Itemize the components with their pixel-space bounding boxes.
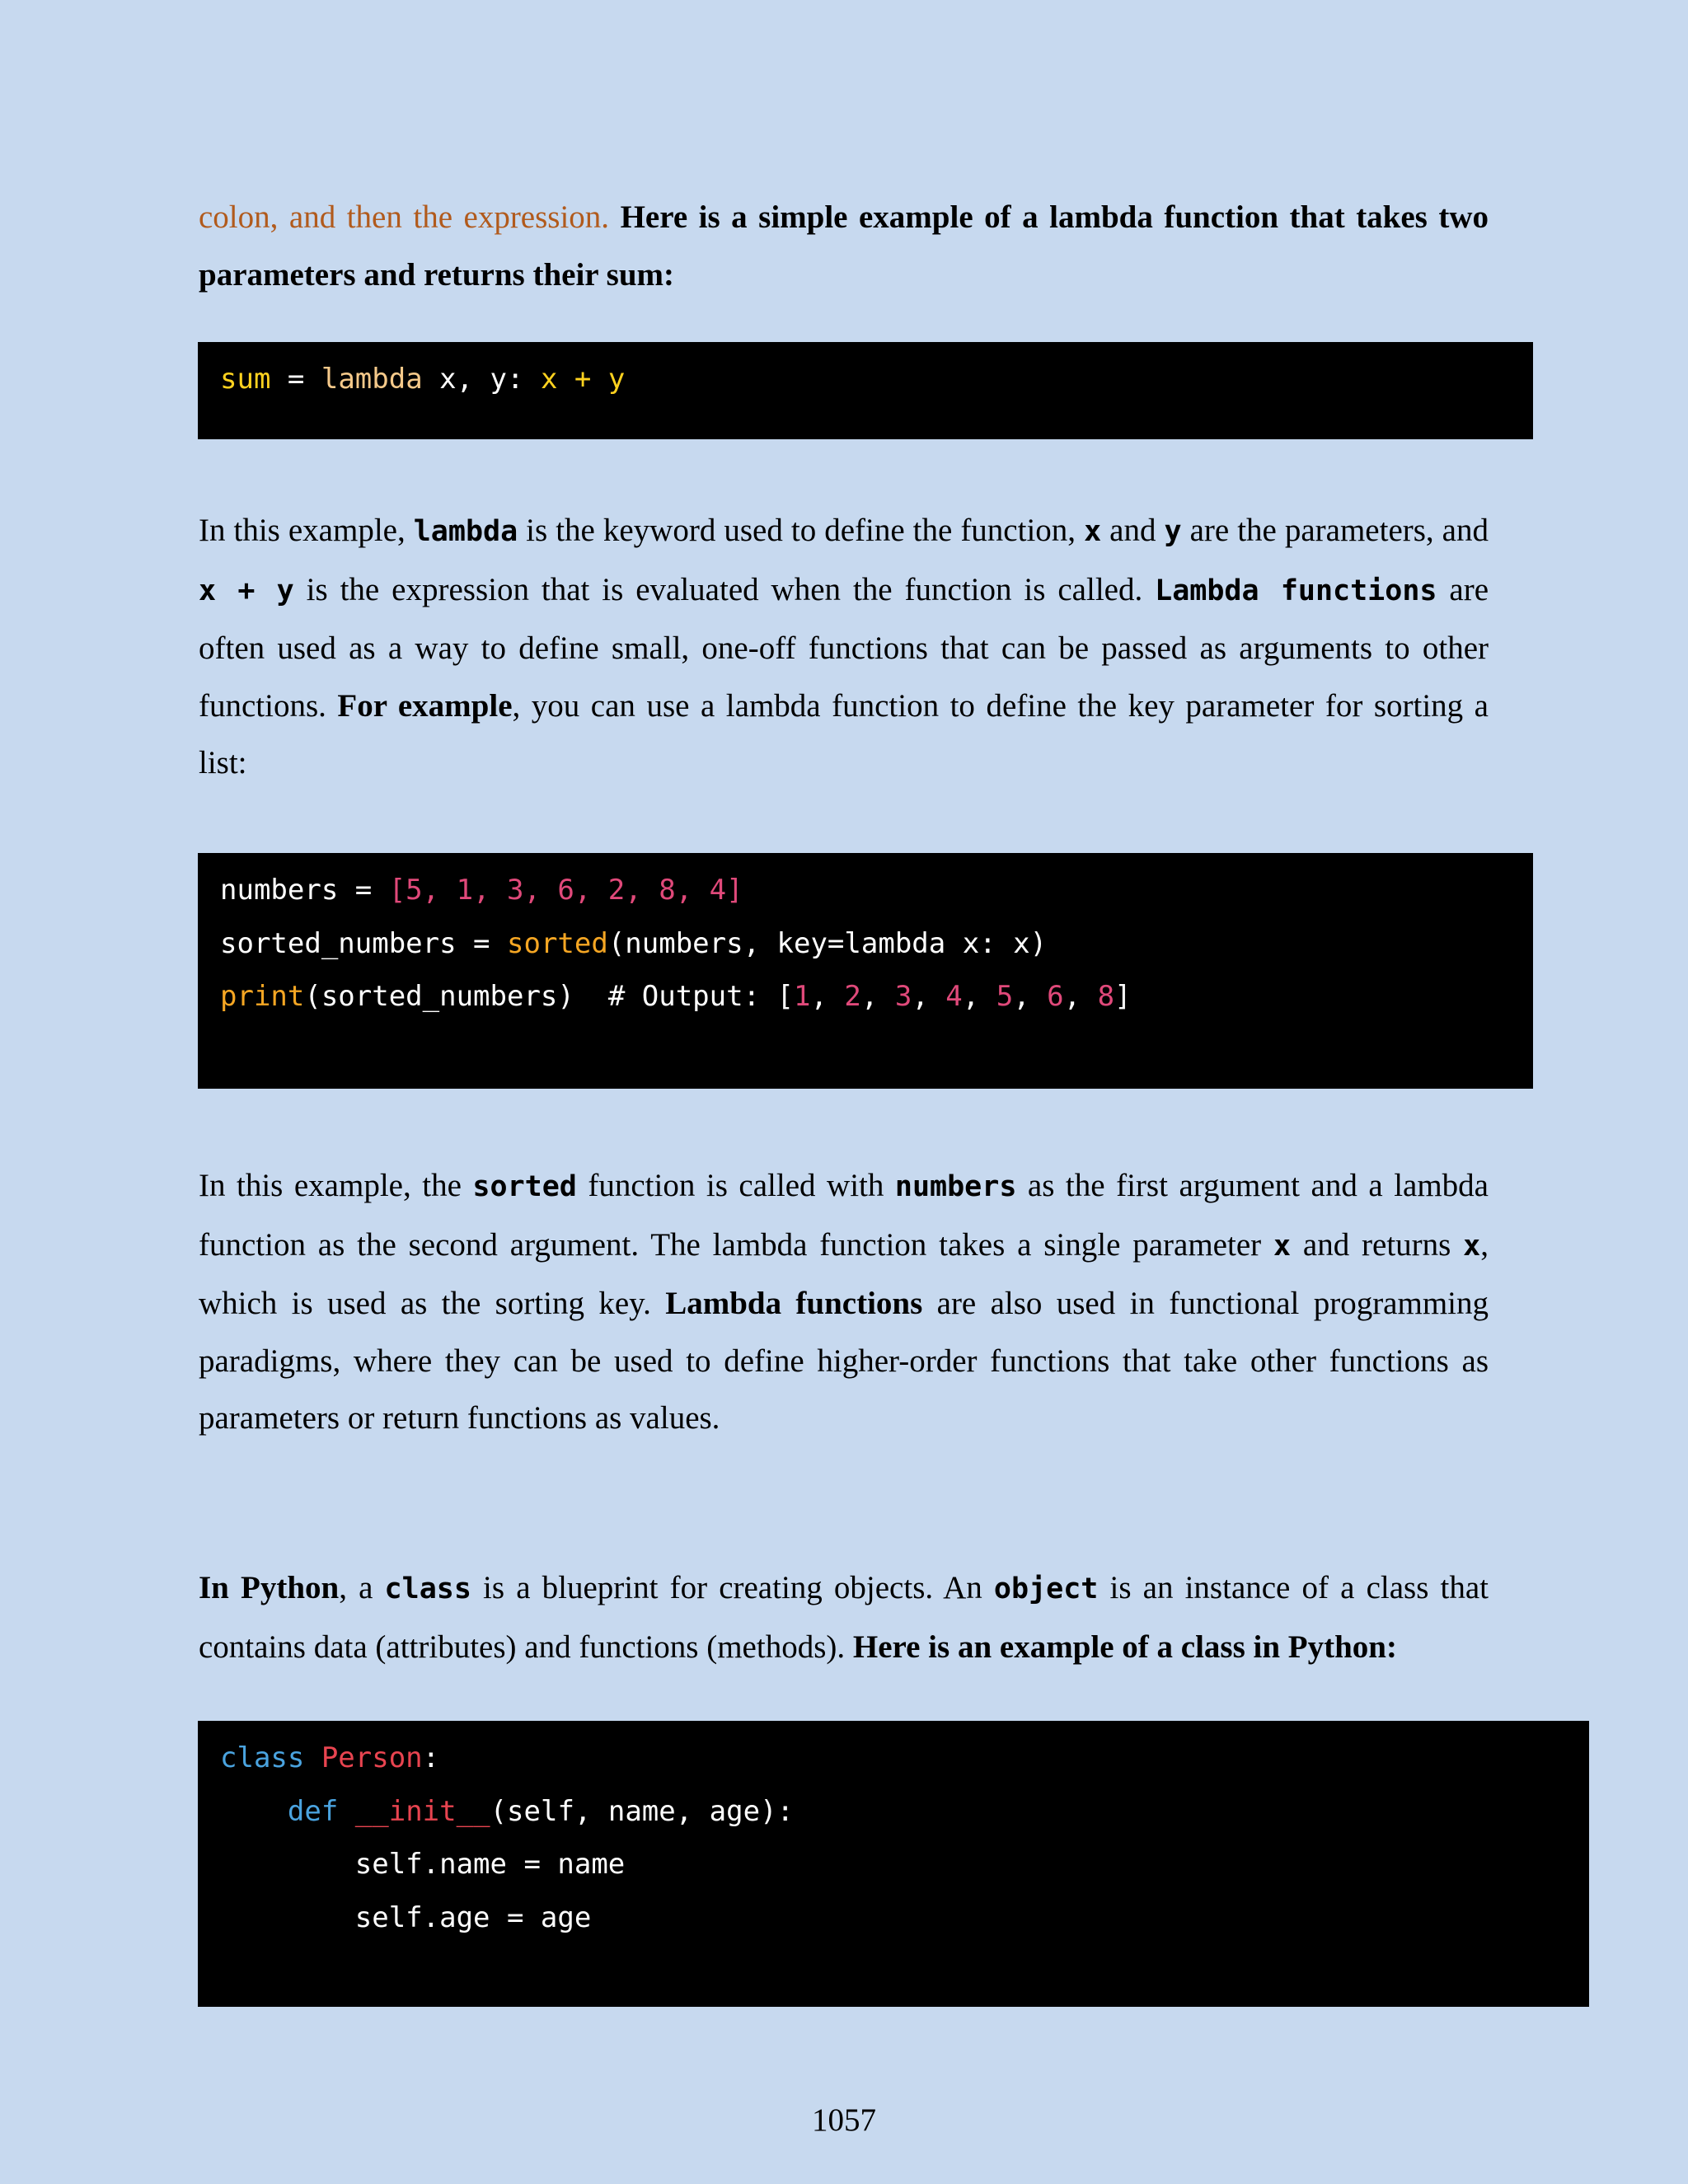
code-token: 8 bbox=[1097, 980, 1115, 1013]
text-run: In this example, the bbox=[199, 1168, 473, 1203]
text-run: and bbox=[1101, 513, 1165, 548]
code-token: x + y bbox=[540, 363, 626, 396]
inline-code: Lambda functions bbox=[1155, 574, 1437, 607]
code-token: 4 bbox=[945, 980, 963, 1013]
intro-continuation-text: colon, and then the expression. bbox=[199, 199, 610, 235]
code-token: = bbox=[270, 363, 321, 396]
inline-code: numbers bbox=[894, 1170, 1017, 1203]
code-token: , bbox=[810, 980, 845, 1013]
code-token: class bbox=[220, 1741, 305, 1774]
code-token: , bbox=[1013, 980, 1048, 1013]
code-token: 1 bbox=[793, 980, 811, 1013]
bold-text: Here is an example of a class in Python: bbox=[852, 1629, 1397, 1665]
inline-code: lambda bbox=[413, 515, 518, 548]
code-line bbox=[220, 1785, 1589, 1839]
inline-code: y bbox=[1164, 515, 1182, 548]
inline-code: x bbox=[1273, 1229, 1292, 1263]
code-token: ] bbox=[1114, 980, 1132, 1013]
code-token: lambda bbox=[321, 363, 423, 396]
code-token: sorted_numbers = bbox=[220, 926, 507, 960]
code-token: sum bbox=[220, 363, 271, 396]
code-token: sorted bbox=[507, 926, 608, 960]
code-token: [5, 1, 3, 6, 2, 8, 4] bbox=[388, 874, 743, 907]
text-run: is the keyword used to define the function, bbox=[518, 513, 1085, 548]
bold-text: For example bbox=[337, 687, 513, 724]
text-run: is the expression that is evaluated when the function is called. bbox=[293, 571, 1156, 607]
code-token: , bbox=[1063, 980, 1098, 1013]
code-token: (numbers, key=lambda x: x) bbox=[607, 926, 1048, 960]
bold-text: Lambda functions bbox=[665, 1286, 923, 1321]
code-token: 3 bbox=[894, 980, 912, 1013]
code-token: (sorted_numbers) # Output: [ bbox=[304, 980, 794, 1013]
code-block-lambda-sum bbox=[198, 342, 1533, 439]
code-line bbox=[220, 353, 1533, 406]
text-run: is a blueprint for creating objects. An bbox=[471, 1570, 994, 1605]
text-run: , you can use a lambda function to define the key parameter for sorting a list: bbox=[199, 687, 1489, 780]
sorted-explanation-paragraph bbox=[199, 1157, 1489, 1447]
code-token: 2 bbox=[844, 980, 861, 1013]
code-token: (self, name, age): bbox=[490, 1794, 795, 1828]
inline-code: x bbox=[1463, 1229, 1481, 1263]
code-token: : bbox=[422, 1741, 440, 1774]
code-token: , bbox=[860, 980, 895, 1013]
bold-text: In Python bbox=[199, 1570, 340, 1605]
text-run: are also used in functional programming paradigms, where they can be used to define higher-order functions that take other functions as parameters or return functions as values. bbox=[199, 1286, 1489, 1436]
class-intro-paragraph bbox=[199, 1559, 1489, 1675]
inline-code: x + y bbox=[199, 574, 294, 607]
inline-code: class bbox=[384, 1572, 471, 1605]
code-line: self.age = age bbox=[220, 1900, 592, 1934]
code-line bbox=[220, 864, 1533, 917]
text-run: , a bbox=[339, 1570, 385, 1605]
code-token: , bbox=[912, 980, 946, 1013]
page-number: 1057 bbox=[812, 2102, 876, 2138]
code-line: self.name = name bbox=[220, 1848, 626, 1881]
code-token bbox=[220, 1795, 288, 1828]
code-token: x, y: bbox=[422, 363, 541, 396]
code-token bbox=[338, 1795, 354, 1828]
text-run: function is called with bbox=[576, 1168, 895, 1203]
text-run: is an instance of a class that contains data (attributes) and functions (methods). bbox=[199, 1570, 1489, 1665]
code-token: 6 bbox=[1047, 980, 1064, 1013]
code-token: __init__ bbox=[354, 1794, 490, 1828]
code-line bbox=[220, 917, 1533, 971]
intro-bold-text: Here is a simple example of a lambda function that takes two parameters and returns their sum: bbox=[199, 199, 1489, 293]
code-line bbox=[220, 970, 1533, 1024]
lambda-explanation-paragraph bbox=[199, 502, 1489, 792]
code-token: print bbox=[220, 980, 305, 1013]
code-block-class-person bbox=[198, 1721, 1589, 2007]
code-block-sorted bbox=[198, 853, 1533, 1089]
inline-code: sorted bbox=[472, 1170, 577, 1203]
code-token: 5 bbox=[996, 980, 1014, 1013]
code-token: def bbox=[287, 1794, 339, 1828]
code-token: Person bbox=[304, 1741, 423, 1774]
text-run: In this example, bbox=[199, 513, 414, 548]
code-line bbox=[220, 1732, 1589, 1785]
text-run: , which is used as the sorting key. bbox=[199, 1226, 1489, 1321]
inline-code: object bbox=[993, 1572, 1099, 1605]
inline-code: x bbox=[1084, 515, 1102, 548]
text-run: as the first argument and a lambda function as the second argument. The lambda function takes a single parameter bbox=[199, 1168, 1489, 1263]
text-run: are the parameters, and bbox=[1181, 513, 1489, 548]
text-run: and returns bbox=[1291, 1226, 1464, 1263]
text-run: are often used as a way to define small, one-off functions that can be passed as arguments to other functions. bbox=[199, 571, 1489, 724]
code-token: , bbox=[962, 980, 996, 1013]
intro-paragraph bbox=[199, 189, 1489, 303]
code-token: numbers = bbox=[220, 874, 389, 907]
